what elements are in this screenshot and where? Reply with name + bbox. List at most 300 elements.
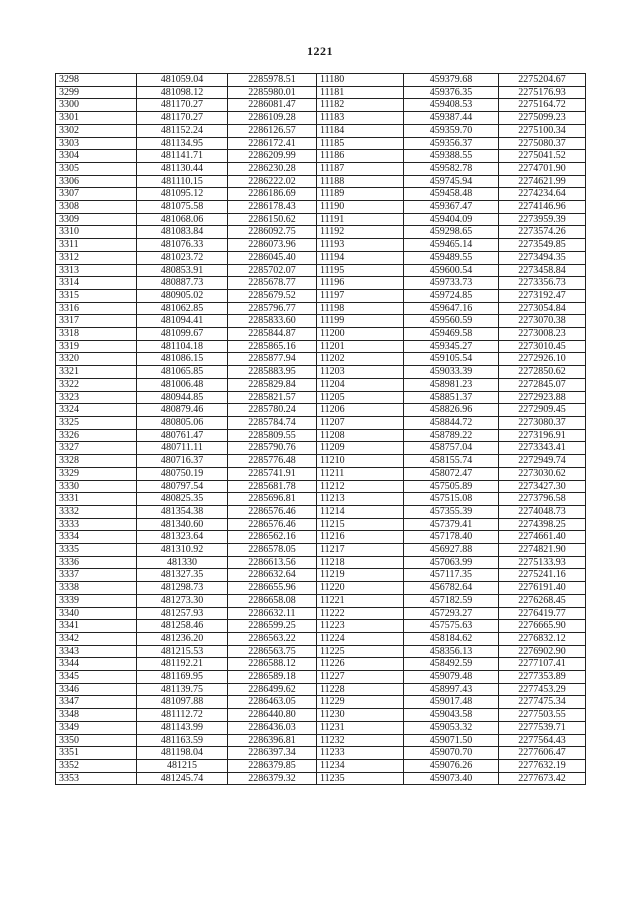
- y-coordinate-cell: 2285681.78: [228, 480, 317, 493]
- point-id-cell: 3332: [56, 505, 137, 518]
- x-coordinate-cell: 459356.37: [404, 137, 499, 150]
- y-coordinate-cell: 2274621.99: [499, 175, 586, 188]
- y-coordinate-cell: 2286563.75: [228, 645, 317, 658]
- point-id-cell: 11183: [317, 112, 404, 125]
- point-id-cell: 3339: [56, 594, 137, 607]
- y-coordinate-cell: 2286150.62: [228, 213, 317, 226]
- x-coordinate-cell: 481258.46: [137, 620, 228, 633]
- x-coordinate-cell: 459404.09: [404, 213, 499, 226]
- x-coordinate-cell: 481083.84: [137, 226, 228, 239]
- point-id-cell: 3306: [56, 175, 137, 188]
- point-id-cell: 3312: [56, 251, 137, 264]
- y-coordinate-cell: 2285809.55: [228, 429, 317, 442]
- point-id-cell: 11202: [317, 353, 404, 366]
- point-id-cell: 3316: [56, 302, 137, 315]
- x-coordinate-cell: 459647.16: [404, 302, 499, 315]
- table-row: [56, 747, 586, 760]
- point-id-cell: 11190: [317, 201, 404, 214]
- x-coordinate-cell: 481215.53: [137, 645, 228, 658]
- point-id-cell: 11222: [317, 607, 404, 620]
- y-coordinate-cell: 2285829.84: [228, 378, 317, 391]
- x-coordinate-cell: 458981.23: [404, 378, 499, 391]
- point-id-cell: 3347: [56, 696, 137, 709]
- y-coordinate-cell: 2285883.95: [228, 366, 317, 379]
- table-row: [56, 518, 586, 531]
- x-coordinate-cell: 481006.48: [137, 378, 228, 391]
- x-coordinate-cell: 480711.11: [137, 442, 228, 455]
- point-id-cell: 11231: [317, 721, 404, 734]
- point-id-cell: 3343: [56, 645, 137, 658]
- y-coordinate-cell: 2286209.99: [228, 150, 317, 163]
- table-row: [56, 213, 586, 226]
- point-id-cell: 11193: [317, 239, 404, 252]
- point-id-cell: 11207: [317, 416, 404, 429]
- y-coordinate-cell: 2273796.58: [499, 493, 586, 506]
- point-id-cell: 3300: [56, 99, 137, 112]
- x-coordinate-cell: 481075.58: [137, 201, 228, 214]
- table-row: [56, 137, 586, 150]
- point-id-cell: 3334: [56, 531, 137, 544]
- y-coordinate-cell: 2276268.45: [499, 594, 586, 607]
- point-id-cell: 11189: [317, 188, 404, 201]
- y-coordinate-cell: 2274146.96: [499, 201, 586, 214]
- x-coordinate-cell: 459076.26: [404, 759, 499, 772]
- x-coordinate-cell: 458757.04: [404, 442, 499, 455]
- table-row: [56, 709, 586, 722]
- x-coordinate-cell: 481139.75: [137, 683, 228, 696]
- x-coordinate-cell: 481298.73: [137, 582, 228, 595]
- point-id-cell: 11205: [317, 391, 404, 404]
- y-coordinate-cell: 2274048.73: [499, 505, 586, 518]
- point-id-cell: 3326: [56, 429, 137, 442]
- x-coordinate-cell: 480761.47: [137, 429, 228, 442]
- table-row: [56, 442, 586, 455]
- y-coordinate-cell: 2285780.24: [228, 404, 317, 417]
- x-coordinate-cell: 481170.27: [137, 99, 228, 112]
- x-coordinate-cell: 459745.94: [404, 175, 499, 188]
- y-coordinate-cell: 2285678.77: [228, 277, 317, 290]
- y-coordinate-cell: 2274398.25: [499, 518, 586, 531]
- y-coordinate-cell: 2273574.26: [499, 226, 586, 239]
- point-id-cell: 11180: [317, 74, 404, 87]
- point-id-cell: 3338: [56, 582, 137, 595]
- x-coordinate-cell: 459105.54: [404, 353, 499, 366]
- table-row: [56, 226, 586, 239]
- y-coordinate-cell: 2286589.18: [228, 671, 317, 684]
- point-id-cell: 11191: [317, 213, 404, 226]
- y-coordinate-cell: 2286562.16: [228, 531, 317, 544]
- y-coordinate-cell: 2286230.28: [228, 162, 317, 175]
- y-coordinate-cell: 2275041.52: [499, 150, 586, 163]
- y-coordinate-cell: 2274821.90: [499, 544, 586, 557]
- point-id-cell: 11235: [317, 772, 404, 785]
- x-coordinate-cell: 459043.58: [404, 709, 499, 722]
- point-id-cell: 11218: [317, 556, 404, 569]
- y-coordinate-cell: 2273458.84: [499, 264, 586, 277]
- x-coordinate-cell: 459379.68: [404, 74, 499, 87]
- table-row: [56, 162, 586, 175]
- point-id-cell: 11227: [317, 671, 404, 684]
- table-row: [56, 696, 586, 709]
- x-coordinate-cell: 481340.60: [137, 518, 228, 531]
- table-row: [56, 112, 586, 125]
- y-coordinate-cell: 2286436.03: [228, 721, 317, 734]
- x-coordinate-cell: 480797.54: [137, 480, 228, 493]
- x-coordinate-cell: 481095.12: [137, 188, 228, 201]
- x-coordinate-cell: 458072.47: [404, 467, 499, 480]
- y-coordinate-cell: 2285696.81: [228, 493, 317, 506]
- x-coordinate-cell: 481094.41: [137, 315, 228, 328]
- x-coordinate-cell: 480853.91: [137, 264, 228, 277]
- point-id-cell: 3353: [56, 772, 137, 785]
- table-row: [56, 683, 586, 696]
- x-coordinate-cell: 481169.95: [137, 671, 228, 684]
- point-id-cell: 3299: [56, 86, 137, 99]
- point-id-cell: 11198: [317, 302, 404, 315]
- y-coordinate-cell: 2285776.48: [228, 455, 317, 468]
- y-coordinate-cell: 2273070.38: [499, 315, 586, 328]
- y-coordinate-cell: 2277453.29: [499, 683, 586, 696]
- point-id-cell: 3320: [56, 353, 137, 366]
- x-coordinate-cell: 481068.06: [137, 213, 228, 226]
- x-coordinate-cell: 481152.24: [137, 124, 228, 137]
- y-coordinate-cell: 2275080.37: [499, 137, 586, 150]
- point-id-cell: 11229: [317, 696, 404, 709]
- y-coordinate-cell: 2285865.16: [228, 340, 317, 353]
- point-id-cell: 3313: [56, 264, 137, 277]
- table-row: [56, 582, 586, 595]
- point-id-cell: 3344: [56, 658, 137, 671]
- x-coordinate-cell: 459733.73: [404, 277, 499, 290]
- y-coordinate-cell: 2286073.96: [228, 239, 317, 252]
- point-id-cell: 3346: [56, 683, 137, 696]
- y-coordinate-cell: 2273494.35: [499, 251, 586, 264]
- y-coordinate-cell: 2285833.60: [228, 315, 317, 328]
- y-coordinate-cell: 2276419.77: [499, 607, 586, 620]
- table-row: [56, 404, 586, 417]
- y-coordinate-cell: 2286499.62: [228, 683, 317, 696]
- point-id-cell: 3311: [56, 239, 137, 252]
- x-coordinate-cell: 481097.88: [137, 696, 228, 709]
- x-coordinate-cell: 459387.44: [404, 112, 499, 125]
- page-number: 1221: [307, 44, 333, 58]
- point-id-cell: 3350: [56, 734, 137, 747]
- x-coordinate-cell: 481141.71: [137, 150, 228, 163]
- point-id-cell: 11219: [317, 569, 404, 582]
- x-coordinate-cell: 457505.89: [404, 480, 499, 493]
- x-coordinate-cell: 458844.72: [404, 416, 499, 429]
- y-coordinate-cell: 2286045.40: [228, 251, 317, 264]
- x-coordinate-cell: 457182.59: [404, 594, 499, 607]
- point-id-cell: 11215: [317, 518, 404, 531]
- x-coordinate-cell: 459017.48: [404, 696, 499, 709]
- table-row: [56, 277, 586, 290]
- y-coordinate-cell: 2286576.46: [228, 518, 317, 531]
- y-coordinate-cell: 2277606.47: [499, 747, 586, 760]
- table-row: [56, 721, 586, 734]
- table-row: [56, 328, 586, 341]
- point-id-cell: 3337: [56, 569, 137, 582]
- y-coordinate-cell: 2286658.08: [228, 594, 317, 607]
- y-coordinate-cell: 2277539.71: [499, 721, 586, 734]
- x-coordinate-cell: 457379.41: [404, 518, 499, 531]
- point-id-cell: 3324: [56, 404, 137, 417]
- point-id-cell: 3307: [56, 188, 137, 201]
- y-coordinate-cell: 2273959.39: [499, 213, 586, 226]
- point-id-cell: 3308: [56, 201, 137, 214]
- y-coordinate-cell: 2277503.55: [499, 709, 586, 722]
- point-id-cell: 3335: [56, 544, 137, 557]
- table-row: [56, 353, 586, 366]
- point-id-cell: 11206: [317, 404, 404, 417]
- x-coordinate-cell: 459367.47: [404, 201, 499, 214]
- table-row: [56, 607, 586, 620]
- x-coordinate-cell: 458184.62: [404, 632, 499, 645]
- table-row: [56, 124, 586, 137]
- x-coordinate-cell: 481143.99: [137, 721, 228, 734]
- point-id-cell: 3340: [56, 607, 137, 620]
- point-id-cell: 11195: [317, 264, 404, 277]
- table-row: [56, 734, 586, 747]
- table-row: [56, 86, 586, 99]
- point-id-cell: 11225: [317, 645, 404, 658]
- point-id-cell: 3352: [56, 759, 137, 772]
- y-coordinate-cell: 2272850.62: [499, 366, 586, 379]
- table-row: [56, 429, 586, 442]
- x-coordinate-cell: 481192.21: [137, 658, 228, 671]
- point-id-cell: 3321: [56, 366, 137, 379]
- y-coordinate-cell: 2286576.46: [228, 505, 317, 518]
- point-id-cell: 3318: [56, 328, 137, 341]
- y-coordinate-cell: 2272845.07: [499, 378, 586, 391]
- point-id-cell: 3314: [56, 277, 137, 290]
- x-coordinate-cell: 459582.78: [404, 162, 499, 175]
- table-row: [56, 315, 586, 328]
- table-row: [56, 188, 586, 201]
- point-id-cell: 11204: [317, 378, 404, 391]
- point-id-cell: 11200: [317, 328, 404, 341]
- x-coordinate-cell: 457178.40: [404, 531, 499, 544]
- table-row: [56, 544, 586, 557]
- y-coordinate-cell: 2277353.89: [499, 671, 586, 684]
- y-coordinate-cell: 2273343.41: [499, 442, 586, 455]
- y-coordinate-cell: 2286172.41: [228, 137, 317, 150]
- x-coordinate-cell: 481245.74: [137, 772, 228, 785]
- point-id-cell: 11201: [317, 340, 404, 353]
- y-coordinate-cell: 2286563.22: [228, 632, 317, 645]
- x-coordinate-cell: 459298.65: [404, 226, 499, 239]
- y-coordinate-cell: 2285978.51: [228, 74, 317, 87]
- y-coordinate-cell: 2285679.52: [228, 289, 317, 302]
- y-coordinate-cell: 2286632.64: [228, 569, 317, 582]
- point-id-cell: 11196: [317, 277, 404, 290]
- x-coordinate-cell: 458356.13: [404, 645, 499, 658]
- x-coordinate-cell: 481163.59: [137, 734, 228, 747]
- x-coordinate-cell: 481236.20: [137, 632, 228, 645]
- y-coordinate-cell: 2286081.47: [228, 99, 317, 112]
- table-row: [56, 658, 586, 671]
- point-id-cell: 11185: [317, 137, 404, 150]
- x-coordinate-cell: 457355.39: [404, 505, 499, 518]
- x-coordinate-cell: 481130.44: [137, 162, 228, 175]
- y-coordinate-cell: 2274661.40: [499, 531, 586, 544]
- point-id-cell: 11182: [317, 99, 404, 112]
- x-coordinate-cell: 458997.43: [404, 683, 499, 696]
- y-coordinate-cell: 2272949.74: [499, 455, 586, 468]
- point-id-cell: 11232: [317, 734, 404, 747]
- table-row: [56, 175, 586, 188]
- x-coordinate-cell: 458826.96: [404, 404, 499, 417]
- y-coordinate-cell: 2286186.69: [228, 188, 317, 201]
- x-coordinate-cell: 457117.35: [404, 569, 499, 582]
- point-id-cell: 3328: [56, 455, 137, 468]
- x-coordinate-cell: 481134.95: [137, 137, 228, 150]
- x-coordinate-cell: 456927.88: [404, 544, 499, 557]
- y-coordinate-cell: 2273030.62: [499, 467, 586, 480]
- y-coordinate-cell: 2277564.43: [499, 734, 586, 747]
- y-coordinate-cell: 2275241.16: [499, 569, 586, 582]
- x-coordinate-cell: 481310.92: [137, 544, 228, 557]
- point-id-cell: 3330: [56, 480, 137, 493]
- table-row: [56, 772, 586, 785]
- y-coordinate-cell: 2285821.57: [228, 391, 317, 404]
- y-coordinate-cell: 2274234.64: [499, 188, 586, 201]
- y-coordinate-cell: 2286379.32: [228, 772, 317, 785]
- point-id-cell: 3317: [56, 315, 137, 328]
- x-coordinate-cell: 459388.55: [404, 150, 499, 163]
- y-coordinate-cell: 2273356.73: [499, 277, 586, 290]
- x-coordinate-cell: 459465.14: [404, 239, 499, 252]
- x-coordinate-cell: 481110.15: [137, 175, 228, 188]
- point-id-cell: 11210: [317, 455, 404, 468]
- x-coordinate-cell: 481104.18: [137, 340, 228, 353]
- point-id-cell: 3323: [56, 391, 137, 404]
- table-row: [56, 455, 586, 468]
- table-body: [56, 74, 586, 785]
- y-coordinate-cell: 2275204.67: [499, 74, 586, 87]
- x-coordinate-cell: 481065.85: [137, 366, 228, 379]
- point-id-cell: 11194: [317, 251, 404, 264]
- table-row: [56, 632, 586, 645]
- y-coordinate-cell: 2277632.19: [499, 759, 586, 772]
- point-id-cell: 3333: [56, 518, 137, 531]
- x-coordinate-cell: 459071.50: [404, 734, 499, 747]
- table-row: [56, 239, 586, 252]
- point-id-cell: 11186: [317, 150, 404, 163]
- point-id-cell: 3309: [56, 213, 137, 226]
- table-row: [56, 251, 586, 264]
- x-coordinate-cell: 481198.04: [137, 747, 228, 760]
- y-coordinate-cell: 2286440.80: [228, 709, 317, 722]
- x-coordinate-cell: 456782.64: [404, 582, 499, 595]
- y-coordinate-cell: 2273080.37: [499, 416, 586, 429]
- y-coordinate-cell: 2285741.91: [228, 467, 317, 480]
- x-coordinate-cell: 459033.39: [404, 366, 499, 379]
- point-id-cell: 11208: [317, 429, 404, 442]
- x-coordinate-cell: 459724.85: [404, 289, 499, 302]
- point-id-cell: 3336: [56, 556, 137, 569]
- point-id-cell: 11234: [317, 759, 404, 772]
- x-coordinate-cell: 459600.54: [404, 264, 499, 277]
- y-coordinate-cell: 2275099.23: [499, 112, 586, 125]
- table-row: [56, 74, 586, 87]
- x-coordinate-cell: 481354.38: [137, 505, 228, 518]
- x-coordinate-cell: 459376.35: [404, 86, 499, 99]
- x-coordinate-cell: 459345.27: [404, 340, 499, 353]
- y-coordinate-cell: 2272923.88: [499, 391, 586, 404]
- x-coordinate-cell: 480905.02: [137, 289, 228, 302]
- table-row: [56, 556, 586, 569]
- x-coordinate-cell: 480825.35: [137, 493, 228, 506]
- x-coordinate-cell: 459469.58: [404, 328, 499, 341]
- table-row: [56, 264, 586, 277]
- point-id-cell: 3305: [56, 162, 137, 175]
- x-coordinate-cell: 459073.40: [404, 772, 499, 785]
- coordinates-table: [55, 73, 586, 785]
- x-coordinate-cell: 459359.70: [404, 124, 499, 137]
- point-id-cell: 11187: [317, 162, 404, 175]
- y-coordinate-cell: 2275133.93: [499, 556, 586, 569]
- y-coordinate-cell: 2286613.56: [228, 556, 317, 569]
- x-coordinate-cell: 481059.04: [137, 74, 228, 87]
- table-row: [56, 759, 586, 772]
- x-coordinate-cell: 458492.59: [404, 658, 499, 671]
- point-id-cell: 11226: [317, 658, 404, 671]
- y-coordinate-cell: 2286397.34: [228, 747, 317, 760]
- table-row: [56, 416, 586, 429]
- x-coordinate-cell: 459489.55: [404, 251, 499, 264]
- y-coordinate-cell: 2276191.40: [499, 582, 586, 595]
- y-coordinate-cell: 2286379.85: [228, 759, 317, 772]
- y-coordinate-cell: 2286396.81: [228, 734, 317, 747]
- x-coordinate-cell: 481076.33: [137, 239, 228, 252]
- point-id-cell: 11188: [317, 175, 404, 188]
- point-id-cell: 11228: [317, 683, 404, 696]
- table-row: [56, 467, 586, 480]
- point-id-cell: 3345: [56, 671, 137, 684]
- y-coordinate-cell: 2277673.42: [499, 772, 586, 785]
- point-id-cell: 11220: [317, 582, 404, 595]
- point-id-cell: 3348: [56, 709, 137, 722]
- x-coordinate-cell: 480750.19: [137, 467, 228, 480]
- point-id-cell: 11216: [317, 531, 404, 544]
- table-row: [56, 340, 586, 353]
- y-coordinate-cell: 2286588.12: [228, 658, 317, 671]
- table-row: [56, 289, 586, 302]
- x-coordinate-cell: 481062.85: [137, 302, 228, 315]
- table-row: [56, 378, 586, 391]
- x-coordinate-cell: 458155.74: [404, 455, 499, 468]
- table-row: [56, 99, 586, 112]
- y-coordinate-cell: 2277475.34: [499, 696, 586, 709]
- y-coordinate-cell: 2285877.94: [228, 353, 317, 366]
- y-coordinate-cell: 2276832.12: [499, 632, 586, 645]
- point-id-cell: 11203: [317, 366, 404, 379]
- x-coordinate-cell: 457575.63: [404, 620, 499, 633]
- x-coordinate-cell: 481327.35: [137, 569, 228, 582]
- y-coordinate-cell: 2273192.47: [499, 289, 586, 302]
- x-coordinate-cell: 459053.32: [404, 721, 499, 734]
- y-coordinate-cell: 2276902.90: [499, 645, 586, 658]
- x-coordinate-cell: 457515.08: [404, 493, 499, 506]
- x-coordinate-cell: 457063.99: [404, 556, 499, 569]
- x-coordinate-cell: 481170.27: [137, 112, 228, 125]
- point-id-cell: 11230: [317, 709, 404, 722]
- point-id-cell: 11217: [317, 544, 404, 557]
- y-coordinate-cell: 2286599.25: [228, 620, 317, 633]
- point-id-cell: 3342: [56, 632, 137, 645]
- point-id-cell: 11211: [317, 467, 404, 480]
